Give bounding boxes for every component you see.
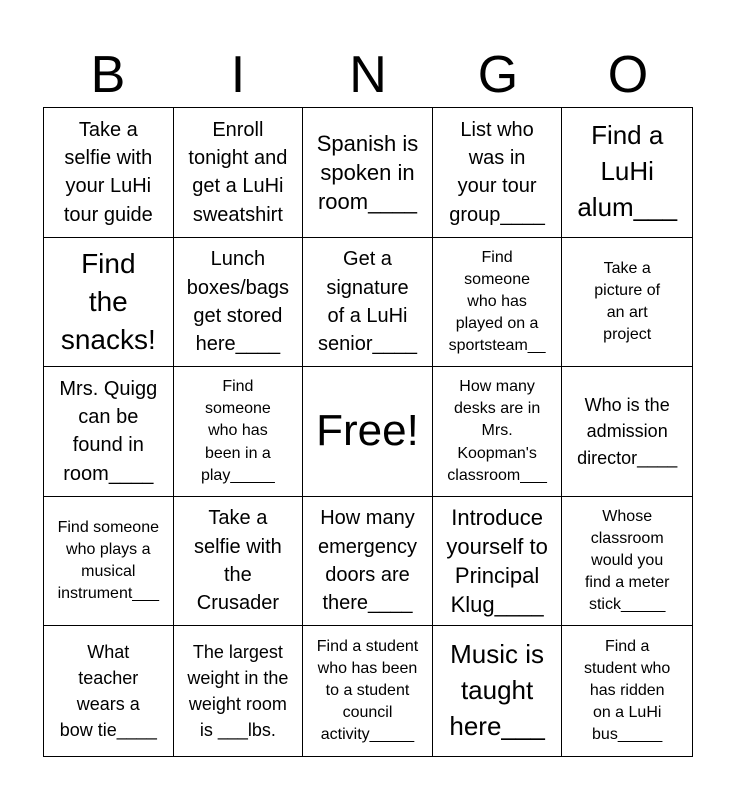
bingo-cell-3-4[interactable] [433,367,563,497]
cell-text: Mrs. Quigg can be found in room____ [59,377,158,485]
bingo-board [43,107,693,757]
cell-text: Lunch boxes/bags get stored here____ [186,248,290,356]
cell-text: Find the snacks! [60,248,156,355]
cell-text: Who is the admission director____ [577,395,678,468]
cell-text: The largest weight in the weight room is ___lbs. [187,642,289,741]
bingo-cell-1-4[interactable] [433,108,563,238]
cell-text: Take a selfie with the Crusader [193,507,282,615]
header-letter-i: I [230,46,246,104]
bingo-cell-4-2[interactable] [174,497,304,627]
cell-text: Music is taught here___ [449,639,545,742]
cell-text: Find someone who plays a musical instrument___ [57,518,159,603]
bingo-cell-3-5[interactable] [562,367,692,497]
bingo-cell-2-2[interactable] [174,238,304,368]
cell-text: Take a picture of an art project [594,259,661,343]
cell-text: Spanish is spoken in room____ [316,130,419,214]
bingo-cell-5-4[interactable] [433,626,563,756]
bingo-cell-5-2[interactable] [174,626,304,756]
bingo-cell-2-4[interactable] [433,238,563,368]
cell-text: Whose classroom would you find a meter stick_____ [584,507,670,614]
cell-text: How many emergency doors are there____ [318,507,417,615]
free-space-text: Free! [316,406,419,456]
bingo-cell-3-2[interactable] [174,367,304,497]
bingo-cell-1-3[interactable] [303,108,433,238]
bingo-cell-5-5[interactable] [562,626,692,756]
cell-text: Find someone who has been in a play_____ [200,378,275,484]
bingo-cell-5-1[interactable] [44,626,174,756]
bingo-cell-4-4[interactable] [433,497,563,627]
cell-text: Take a selfie with your LuHi tour guide [63,118,153,226]
cell-text: What teacher wears a bow tie____ [59,642,157,741]
bingo-cell-4-3[interactable] [303,497,433,627]
bingo-cell-1-2[interactable] [174,108,304,238]
header-letter-g: G [477,46,519,104]
bingo-cell-1-1[interactable] [44,108,174,238]
cell-text: Enroll tonight and get a LuHi sweatshirt [188,118,288,226]
header-letter-o: O [607,46,649,104]
bingo-cell-3-1[interactable] [44,367,174,497]
cell-text: How many desks are in Mrs. Koopman's classroom___ [447,378,547,484]
bingo-cell-4-5[interactable] [562,497,692,627]
bingo-cell-2-3[interactable] [303,238,433,368]
bingo-header [43,44,693,106]
header-letter-b: B [90,46,126,104]
header-letter-n: N [349,46,387,104]
bingo-cell-2-5[interactable] [562,238,692,368]
bingo-cell-4-1[interactable] [44,497,174,627]
cell-text: Find a student who has been to a student council activity_____ [316,638,419,744]
bingo-cell-5-3[interactable] [303,626,433,756]
cell-text: Find someone who has played on a sportsteam__ [448,248,546,354]
cell-text: Introduce yourself to Principal Klug____ [446,505,548,618]
cell-text: Get a signature of a LuHi senior____ [318,248,417,356]
cell-text: Find a LuHi alum___ [577,120,678,223]
cell-text: List who was in your tour group____ [449,118,545,226]
cell-text: Find a student who has ridden on a LuHi bus_____ [584,638,671,744]
bingo-cell-free[interactable] [303,367,433,497]
bingo-cell-1-5[interactable] [562,108,692,238]
bingo-cell-2-1[interactable] [44,238,174,368]
